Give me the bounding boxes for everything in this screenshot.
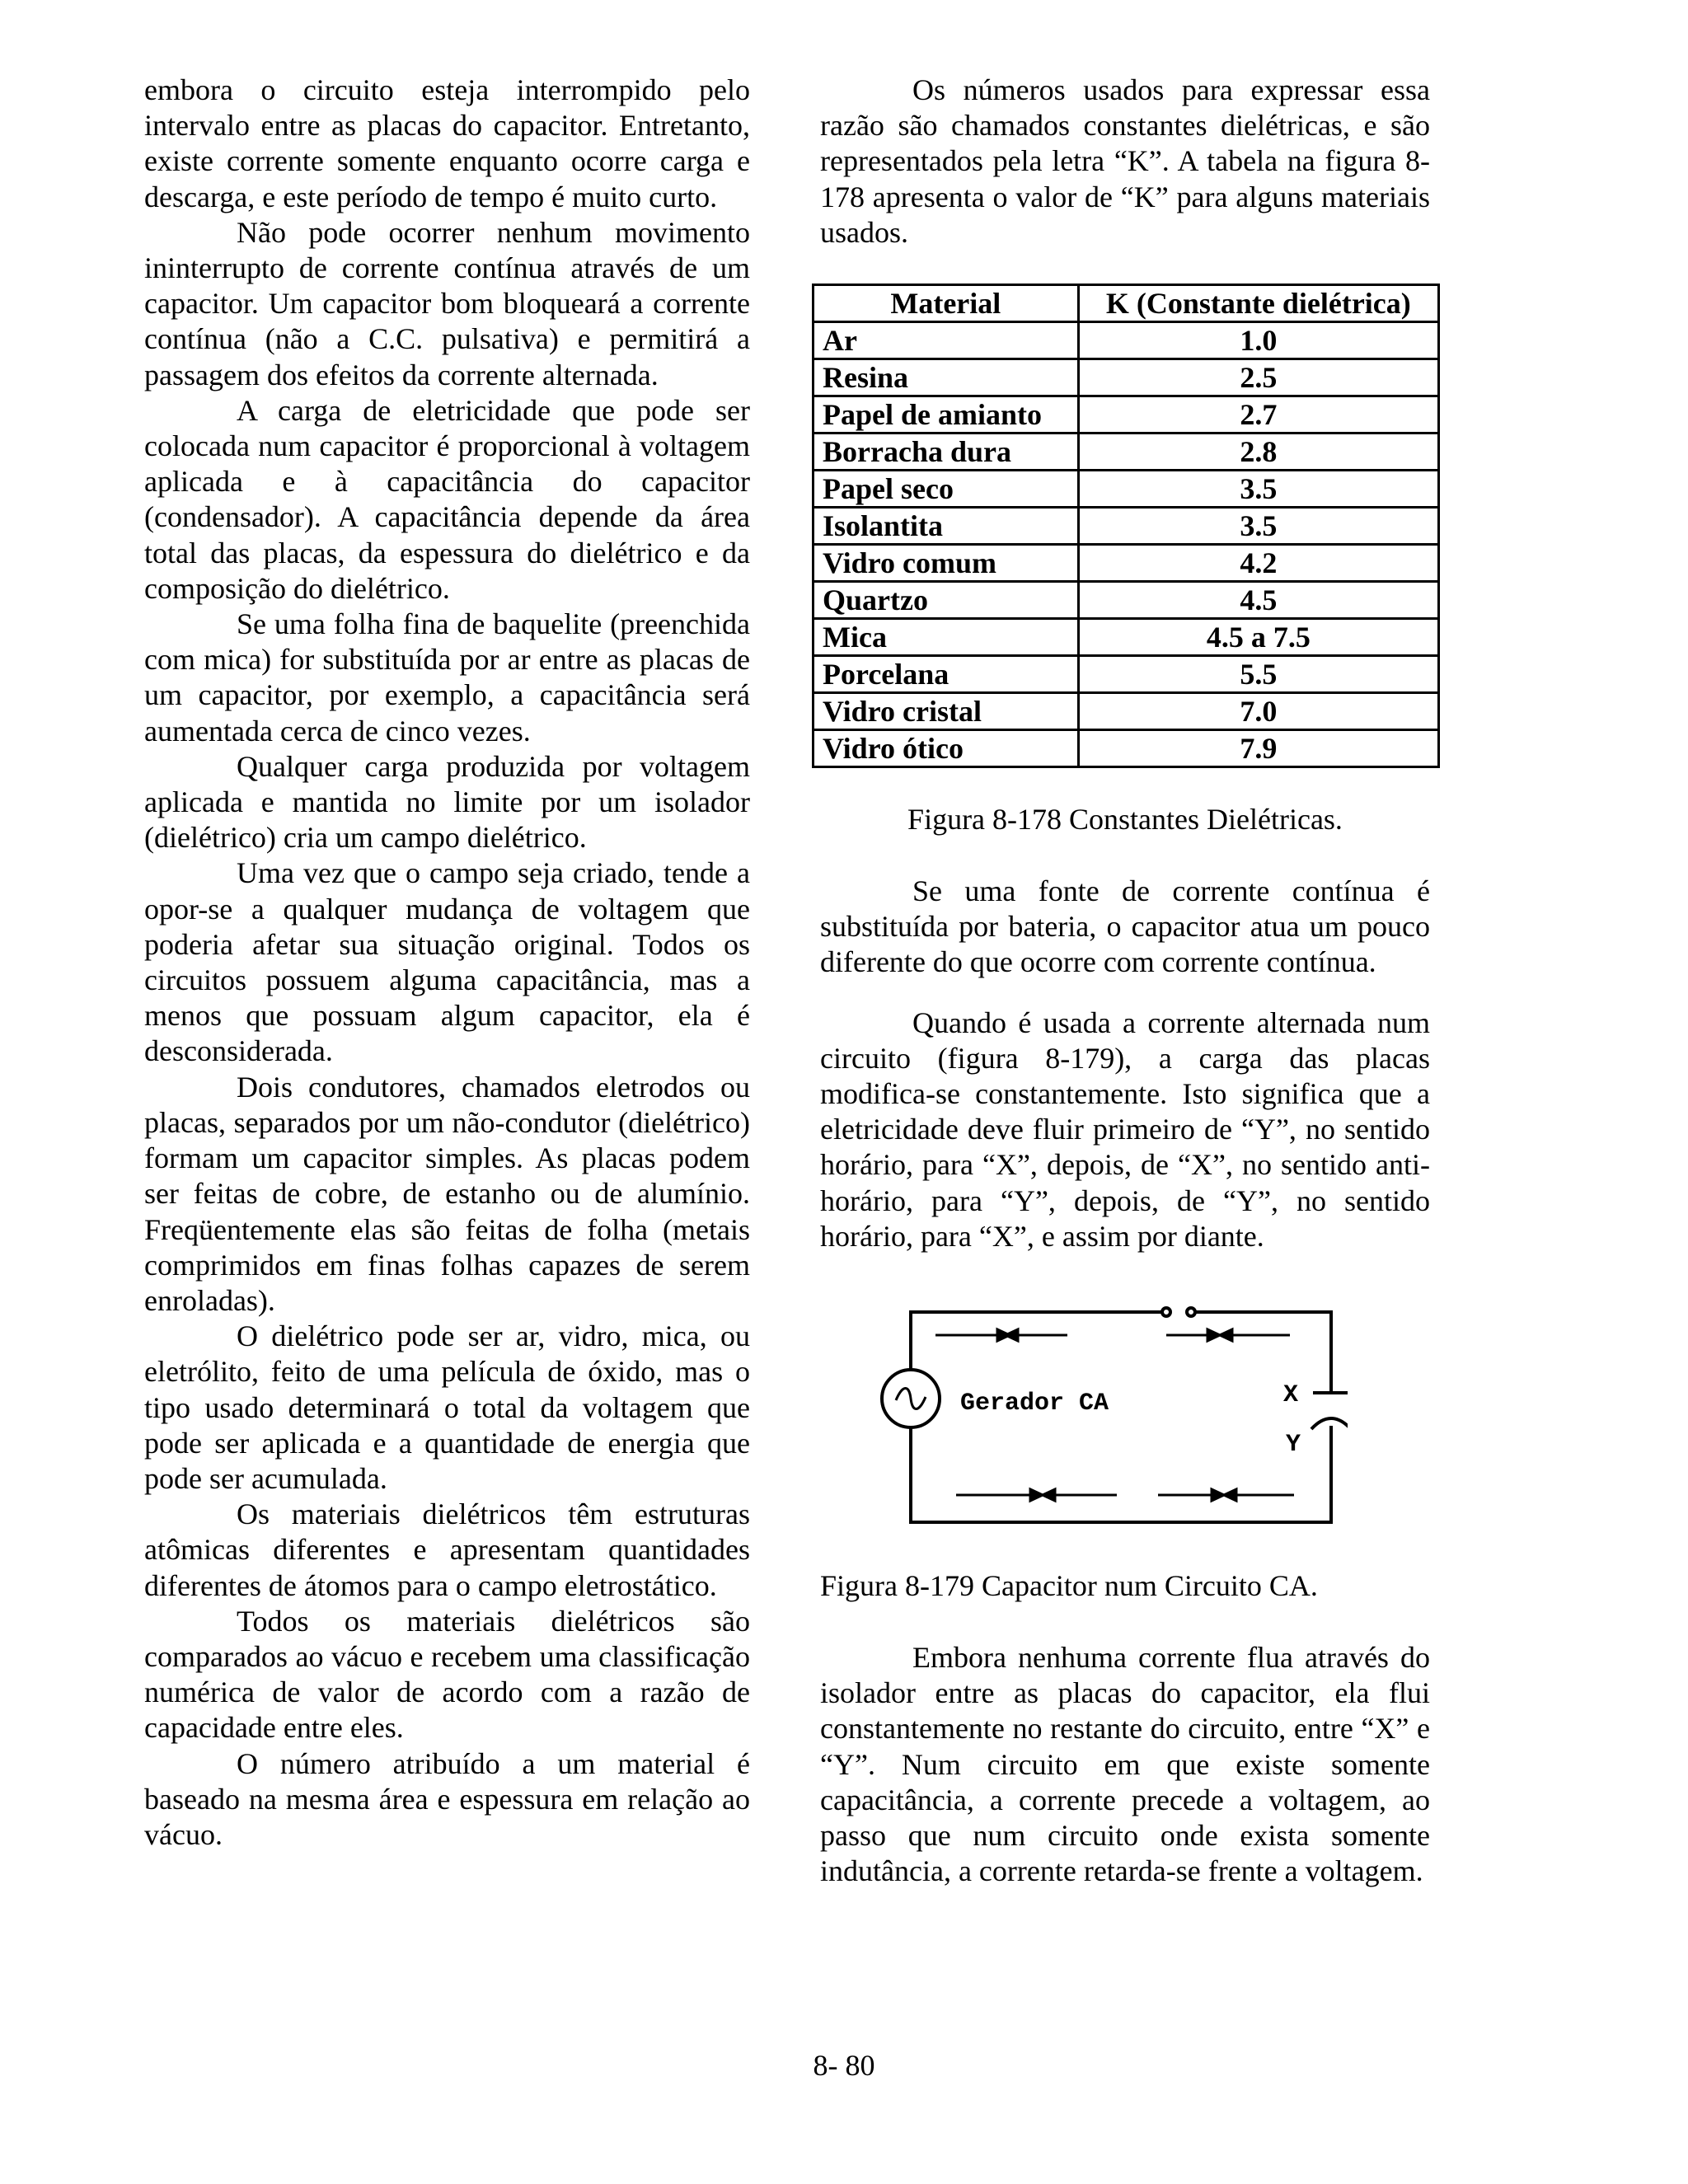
paragraph: Se uma folha fina de baquelite (preenchida com mica) for substituída por ar entre as placas de um capacitor, por exemplo, a capacitância será aumentada cerca de cinco vezes. — [144, 607, 750, 748]
table-header-material: Material — [814, 285, 1079, 322]
paragraph: Todos os materiais dielétricos são comparados ao vácuo e recebem uma classificação numérica de valor de acordo com a razão de capacidade entre eles. — [144, 1604, 750, 1745]
figure-178-caption: Figura 8-178 Constantes Dielétricas. — [907, 803, 1343, 837]
material-cell: Mica — [814, 619, 1079, 656]
switch-contact — [1187, 1308, 1195, 1316]
intro-paragraph: Os números usados para expressar essa razão são chamados constantes dielétricas, e são representados pela letra “K”. A tabela na figura 8-178 apresenta o valor de “K” para alguns materiais usados. — [820, 73, 1430, 249]
table-header-k: K (Constante dielétrica) — [1078, 285, 1438, 322]
k-value-cell: 4.5 — [1078, 582, 1438, 619]
right-column — [820, 73, 1430, 1889]
k-value-cell: 2.8 — [1078, 434, 1438, 471]
arrowhead-left — [1043, 1489, 1055, 1501]
paragraph: Quando é usada a corrente alternada num circuito (figura 8-179), a carga das placas modifica-se constantemente. Isto significa que a eletricidade deve fluir primeiro de “Y”, no sentido horário, para “X”, depois, de “X”, no sentido anti-horário, para “Y”, depois, de “Y”, no sentido horário, para “X”, e assim por diante. — [820, 1005, 1430, 1253]
material-cell: Vidro cristal — [814, 693, 1079, 730]
left-column — [144, 73, 750, 1853]
table-row — [814, 619, 1439, 656]
material-cell: Vidro comum — [814, 545, 1079, 582]
k-value-cell: 3.5 — [1078, 508, 1438, 545]
paragraph: Qualquer carga produzida por voltagem aplicada e mantida no limite por um isolador (dielétrico) cria um campo dielétrico. — [144, 749, 750, 855]
paragraph: Dois condutores, chamados eletrodos ou placas, separados por um não-condutor (dielétrico) formam um capacitor simples. As placas podem ser feitas de cobre, de estanho ou de alumínio. Freqüentemente elas são feitas de folha (metais comprimidos em finas folhas capazes de serem enroladas). — [144, 1070, 750, 1317]
table-row — [814, 471, 1439, 508]
k-value-cell: 1.0 — [1078, 322, 1438, 359]
material-cell: Quartzo — [814, 582, 1079, 619]
paragraph: Se uma fonte de corrente contínua é substituída por bateria, o capacitor atua um pouco diferente do que ocorre com corrente contínua. — [820, 874, 1430, 979]
paragraph: Embora nenhuma corrente flua através do isolador entre as placas do capacitor, ela flui constantemente no restante do circuito, entre “X” e “Y”. Num circuito em que existe somente capacitância, a corrente precede a voltagem, ao passo que num circuito onde exista somente indutância, a corrente retarda-se frente a voltagem. — [820, 1641, 1430, 1888]
page-number: 8- 80 — [813, 2049, 875, 2082]
material-cell: Vidro ótico — [814, 730, 1079, 767]
material-cell: Papel seco — [814, 471, 1079, 508]
material-cell: Ar — [814, 322, 1079, 359]
paragraph: A carga de eletricidade que pode ser colocada num capacitor é proporcional à voltagem aplicada e à capacitância do capacitor (condensador). A capacitância depende da área total das placas, da espessura do dielétrico e da composição do dielétrico. — [144, 393, 750, 605]
circuit-wire — [911, 1312, 1166, 1370]
k-value-cell: 5.5 — [1078, 656, 1438, 693]
material-cell: Borracha dura — [814, 434, 1079, 471]
table-row — [814, 322, 1439, 359]
circuit-wire — [911, 1426, 1331, 1522]
switch-contact — [1162, 1308, 1170, 1316]
material-cell: Papel de amianto — [814, 396, 1079, 434]
circuit-wire — [1191, 1312, 1331, 1393]
k-value-cell: 3.5 — [1078, 471, 1438, 508]
table-row — [814, 508, 1439, 545]
k-value-cell: 7.9 — [1078, 730, 1438, 767]
arrowhead-left — [1006, 1329, 1018, 1341]
arrowhead-left — [1220, 1329, 1232, 1341]
table-row — [814, 693, 1439, 730]
paragraph: O dielétrico pode ser ar, vidro, mica, ou eletrólito, feito de uma película de óxido, mas o tipo usado determinará o total da voltagem que pode ser aplicada e a quantidade de energia que pode ser acumulada. — [144, 1319, 750, 1495]
label-y: Y — [1286, 1431, 1301, 1460]
paragraph: Os materiais dielétricos têm estruturas atômicas diferentes e apresentam quantidades diferentes de átomos para o campo eletrostático. — [144, 1497, 750, 1602]
arrowhead-left — [1224, 1489, 1236, 1501]
k-value-cell: 2.5 — [1078, 359, 1438, 396]
paragraph: embora o circuito esteja interrompido pelo intervalo entre as placas do capacitor. Entretanto, existe corrente somente enquanto ocorre carga e descarga, e este período de tempo é muito curto. — [144, 73, 750, 213]
table-row — [814, 656, 1439, 693]
k-value-cell: 4.5 a 7.5 — [1078, 619, 1438, 656]
paragraph: Uma vez que o campo seja criado, tende a opor-se a qualquer mudança de voltagem que poderia afetar sua situação original. Todos os circuitos possuem alguma capacitância, mas a menos que possuam algum capacitor, ela é desconsiderada. — [144, 856, 750, 1068]
table-row — [814, 582, 1439, 619]
generator-label: Gerador CA — [960, 1390, 1109, 1418]
material-cell: Porcelana — [814, 656, 1079, 693]
sine-wave-icon — [896, 1389, 926, 1409]
label-x: X — [1283, 1381, 1299, 1410]
table-row — [814, 359, 1439, 396]
k-value-cell: 4.2 — [1078, 545, 1438, 582]
ac-circuit-diagram — [845, 1296, 1348, 1543]
table-row — [814, 396, 1439, 434]
k-value-cell: 7.0 — [1078, 693, 1438, 730]
figure-179-caption: Figura 8-179 Capacitor num Circuito CA. — [820, 1569, 1318, 1603]
material-cell: Isolantita — [814, 508, 1079, 545]
table-header-row — [814, 285, 1439, 322]
table-row — [814, 730, 1439, 767]
table-row — [814, 545, 1439, 582]
dielectric-constants-table — [812, 284, 1440, 768]
paragraph: O número atribuído a um material é baseado na mesma área e espessura em relação ao vácuo. — [144, 1746, 750, 1851]
material-cell: Resina — [814, 359, 1079, 396]
k-value-cell: 2.7 — [1078, 396, 1438, 434]
paragraph: Não pode ocorrer nenhum movimento ininterrupto de corrente contínua através de um capacitor. Um capacitor bom bloqueará a corrente contínua (não a C.C. pulsativa) e permitirá a passagem dos efeitos da corrente alternada. — [144, 215, 750, 391]
table-row — [814, 434, 1439, 471]
